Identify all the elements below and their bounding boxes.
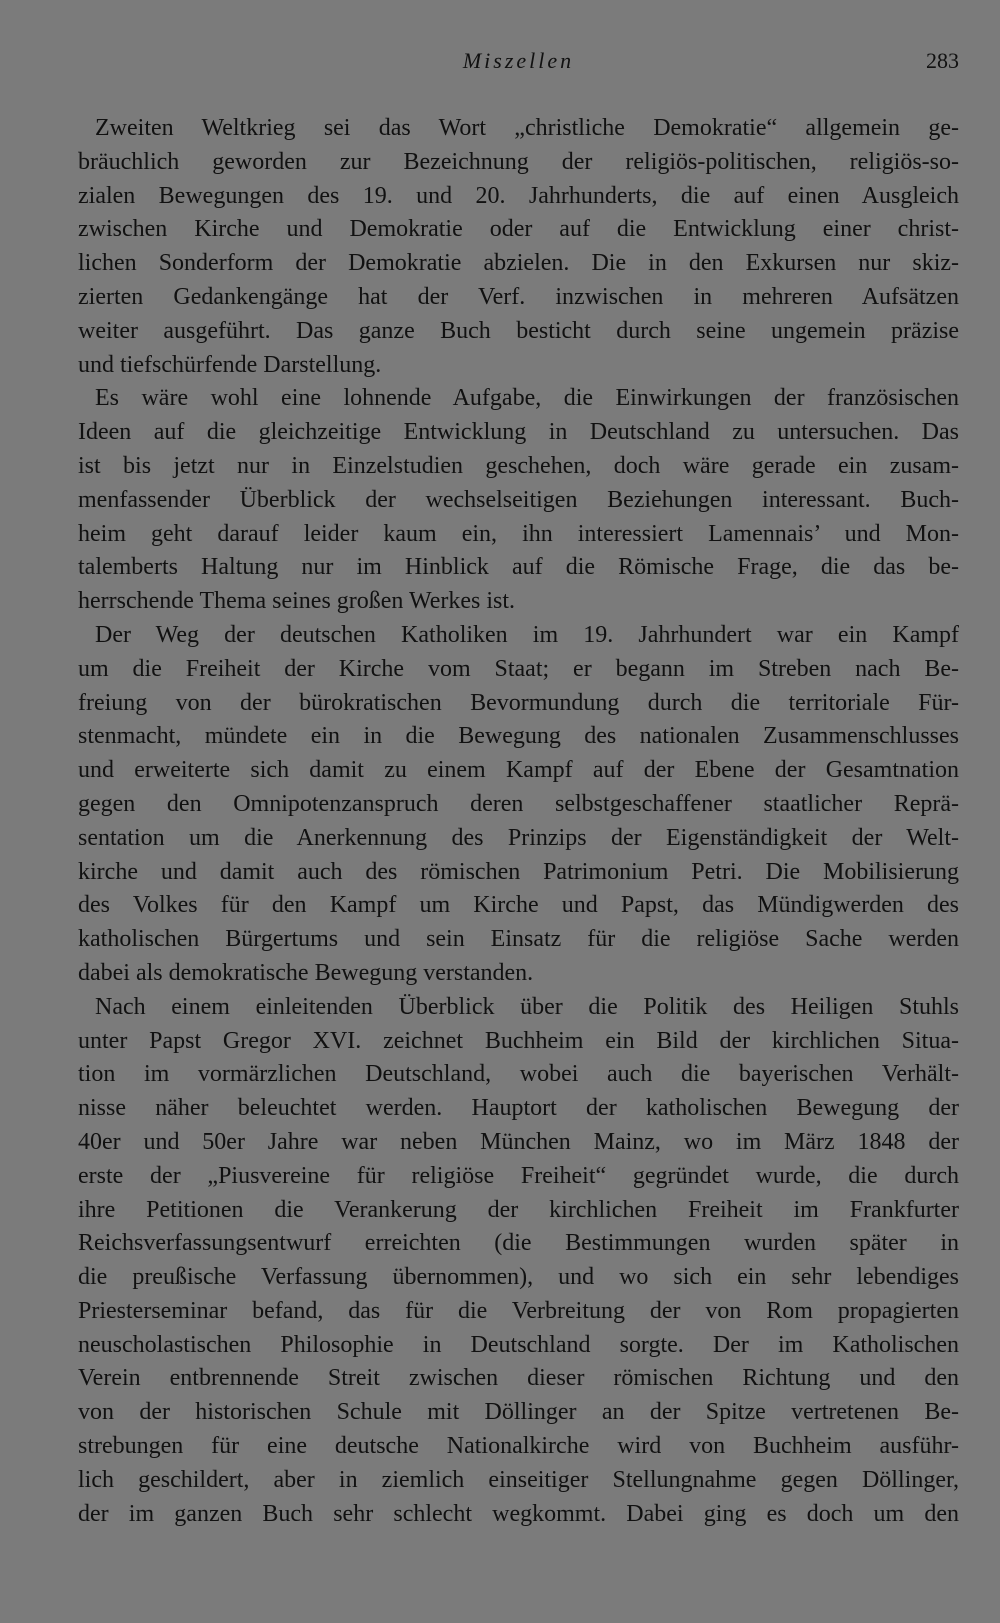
text-line: neuscholastischen Philosophie in Deutschland sorgte. Der im Katholischen xyxy=(78,1331,959,1358)
paragraph xyxy=(78,619,959,991)
text-line: freiung von der bürokratischen Bevormundung durch die territoriale Für- xyxy=(78,689,959,716)
book-page xyxy=(78,48,959,1531)
text-line: der im ganzen Buch sehr schlecht wegkommt. Dabei ging es doch um den xyxy=(78,1500,959,1527)
text-line: von der historischen Schule mit Döllinger an der Spitze vertretenen Be- xyxy=(78,1399,959,1426)
paragraph xyxy=(78,112,959,382)
text-line: nisse näher beleuchtet werden. Hauptort der katholischen Bewegung der xyxy=(78,1095,959,1122)
text-line: stenmacht, mündete ein in die Bewegung des nationalen Zusammenschlusses xyxy=(78,723,959,750)
text-line: zierten Gedankengänge hat der Verf. inzwischen in mehreren Aufsätzen xyxy=(78,283,959,310)
text-line: weiter ausgeführt. Das ganze Buch besticht durch seine ungemein präzise xyxy=(78,317,959,344)
text-line: Zweiten Weltkrieg sei das Wort „christliche Demokratie“ allgemein ge- xyxy=(95,115,959,141)
text-line: erste der „Piusvereine für religiöse Freiheit“ gegründet wurde, die durch xyxy=(78,1162,959,1189)
text-line: katholischen Bürgertums und sein Einsatz für die religiöse Sache werden xyxy=(78,926,959,953)
running-head xyxy=(78,48,959,82)
text-line: 40er und 50er Jahre war neben München Mainz, wo im März 1848 der xyxy=(78,1128,959,1155)
text-line: zialen Bewegungen des 19. und 20. Jahrhunderts, die auf einen Ausgleich xyxy=(78,182,959,209)
text-line: strebungen für eine deutsche Nationalkirche wird von Buchheim ausführ- xyxy=(78,1433,959,1460)
paragraph xyxy=(78,382,959,619)
text-line: heim geht darauf leider kaum ein, ihn interessiert Lamennais’ und Mon- xyxy=(78,520,959,547)
text-line: menfassender Überblick der wechselseitigen Beziehungen interessant. Buch- xyxy=(78,486,959,513)
text-line: um die Freiheit der Kirche vom Staat; er begann im Streben nach Be- xyxy=(78,655,959,682)
text-line: ist bis jetzt nur in Einzelstudien geschehen, doch wäre gerade ein zusam- xyxy=(78,452,959,479)
text-line: bräuchlich geworden zur Bezeichnung der religiös-politischen, religiös-so- xyxy=(78,148,959,175)
text-line: Ideen auf die gleichzeitige Entwicklung in Deutschland zu untersuchen. Das xyxy=(78,419,959,446)
text-line: und erweiterte sich damit zu einem Kampf auf der Ebene der Gesamtnation xyxy=(78,757,959,784)
text-line: sentation um die Anerkennung des Prinzips der Eigenständigkeit der Welt- xyxy=(78,824,959,851)
page-number: 283 xyxy=(926,48,959,73)
text-line: zwischen Kirche und Demokratie oder auf die Entwicklung einer christ- xyxy=(78,216,959,243)
text-line: talemberts Haltung nur im Hinblick auf die Römische Frage, die das be- xyxy=(78,554,959,581)
text-line: lich geschildert, aber in ziemlich einseitiger Stellungnahme gegen Döllinger, xyxy=(78,1466,959,1493)
text-line: des Volkes für den Kampf um Kirche und Papst, das Mündigwerden des xyxy=(78,892,959,919)
text-line: Reichsverfassungsentwurf erreichten (die Bestimmungen wurden später in xyxy=(78,1230,959,1257)
text-line: tion im vormärzlichen Deutschland, wobei auch die bayerischen Verhält- xyxy=(78,1061,959,1088)
text-line: gegen den Omnipotenzanspruch deren selbstgeschaffener staatlicher Reprä- xyxy=(78,790,959,817)
text-line: Verein entbrennende Streit zwischen dieser römischen Richtung und den xyxy=(78,1365,959,1392)
running-title: Miszellen xyxy=(462,48,575,73)
text-line: ihre Petitionen die Verankerung der kirchlichen Freiheit im Frankfurter xyxy=(78,1196,959,1223)
text-line: kirche und damit auch des römischen Patrimonium Petri. Die Mobilisierung xyxy=(78,858,959,885)
text-line: herrschende Thema seines großen Werkes ist. xyxy=(78,588,516,615)
text-line: Priesterseminar befand, das für die Verbreitung der von Rom propagierten xyxy=(78,1297,959,1324)
text-line: und tiefschürfende Darstellung. xyxy=(78,351,382,378)
text-line: die preußische Verfassung übernommen), und wo sich ein sehr lebendiges xyxy=(78,1264,959,1291)
paragraph xyxy=(78,991,959,1532)
text-line: unter Papst Gregor XVI. zeichnet Buchheim ein Bild der kirchlichen Situa- xyxy=(78,1027,959,1054)
text-line: Der Weg der deutschen Katholiken im 19. Jahrhundert war ein Kampf xyxy=(95,621,959,648)
text-line: dabei als demokratische Bewegung verstanden. xyxy=(78,959,534,986)
body-text xyxy=(78,112,959,1531)
text-line: lichen Sonderform der Demokratie abzielen. Die in den Exkursen nur skiz- xyxy=(78,250,959,277)
text-line: Es wäre wohl eine lohnende Aufgabe, die Einwirkungen der französischen xyxy=(95,385,959,412)
text-line: Nach einem einleitenden Überblick über die Politik des Heiligen Stuhls xyxy=(95,993,959,1020)
